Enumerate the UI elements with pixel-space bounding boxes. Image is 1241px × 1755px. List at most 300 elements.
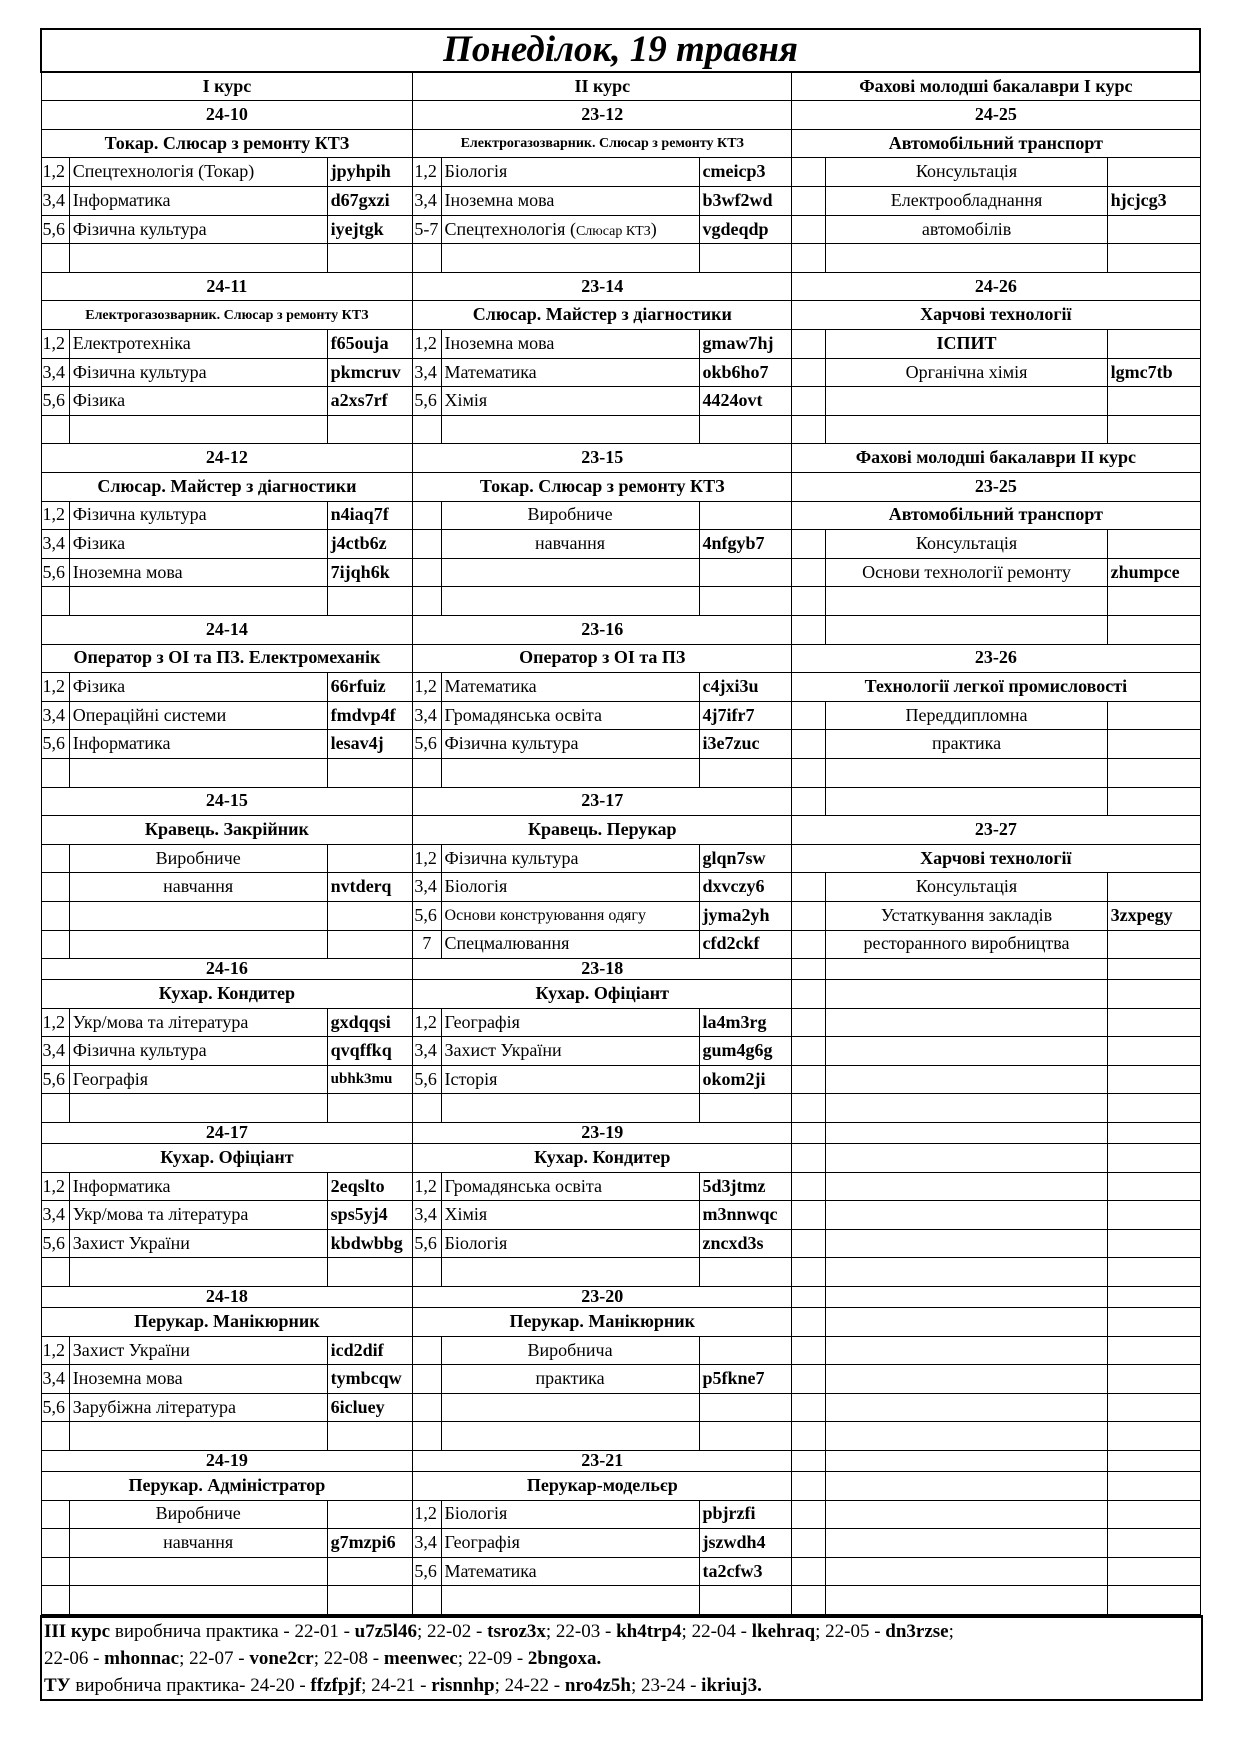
empty-cell: [792, 1287, 826, 1308]
meeting-code: cmeicp3: [699, 158, 792, 187]
empty-cell: [69, 901, 327, 930]
lesson-subject: навчання: [69, 1529, 327, 1558]
page-title: Понеділок, 19 травня: [41, 29, 1200, 72]
group-code: 23-20: [413, 1287, 792, 1308]
empty-cell: [792, 1258, 826, 1287]
empty-cell: [826, 1308, 1107, 1337]
lesson-subject: Біологія: [441, 1229, 699, 1258]
table-row: [41, 215, 1200, 244]
table-row: [41, 1336, 1200, 1365]
meeting-code: gmaw7hj: [699, 330, 792, 359]
empty-cell: [792, 415, 826, 444]
lesson-number: 3,4: [41, 1201, 69, 1230]
empty-cell: [792, 187, 826, 216]
table-row: [41, 873, 1200, 902]
group-specialty: Перукар. Манікюрник: [413, 1308, 792, 1337]
empty-cell: [1107, 1123, 1200, 1144]
table-row: [41, 1287, 1200, 1308]
group-specialty: Кухар. Офіціант: [41, 1144, 413, 1173]
lesson-subject: Устаткування закладів: [826, 901, 1107, 930]
table-row: [41, 187, 1200, 216]
empty-cell: [413, 1393, 441, 1422]
lesson-number: 5,6: [41, 387, 69, 416]
meeting-code: [1107, 158, 1200, 187]
empty-cell: [1107, 1500, 1200, 1529]
meeting-code: [1107, 730, 1200, 759]
empty-cell: [792, 1472, 826, 1501]
empty-cell: [69, 1422, 327, 1451]
meeting-code: [1107, 930, 1200, 959]
empty-cell: [792, 1500, 826, 1529]
empty-cell: [69, 1586, 327, 1615]
meeting-code: c4jxi3u: [699, 673, 792, 702]
meeting-code: 5d3jtmz: [699, 1172, 792, 1201]
group-specialty: Перукар. Адміністратор: [41, 1472, 413, 1501]
table-row: [41, 980, 1200, 1009]
lesson-number: 5,6: [41, 1065, 69, 1094]
lesson-subject: Фізична культура: [69, 215, 327, 244]
empty-cell: [792, 980, 826, 1009]
table-row: [41, 330, 1200, 359]
empty-cell: [41, 1094, 69, 1123]
lesson-subject: Виробниче: [441, 501, 699, 530]
empty-cell: [1107, 1037, 1200, 1066]
lesson-number: 5,6: [41, 558, 69, 587]
empty-cell: [792, 615, 826, 644]
group-specialty: Кравець. Закрійник: [41, 816, 413, 845]
empty-cell: [792, 558, 826, 587]
footer-code: dn3rzse: [885, 1620, 949, 1642]
empty-cell: [41, 758, 69, 787]
empty-cell: [792, 1037, 826, 1066]
table-row: [41, 787, 1200, 816]
group-code: 24-17: [41, 1123, 413, 1144]
footer-text: виробнича практика - 22-01 -: [110, 1620, 355, 1642]
meeting-code: d67gxzi: [327, 187, 413, 216]
group-specialty: Електрогазозварник. Слюсар з ремонту КТЗ: [41, 301, 413, 330]
empty-cell: [69, 930, 327, 959]
footer-notes: [40, 1615, 1203, 1701]
empty-cell: [327, 1586, 413, 1615]
lesson-subject: Спецтехнологія (Токар): [69, 158, 327, 187]
empty-cell: [826, 1229, 1107, 1258]
empty-cell: [413, 501, 441, 530]
group-specialty: Кухар. Кондитер: [413, 1144, 792, 1173]
lesson-subject: Фізика: [69, 530, 327, 559]
empty-cell: [1107, 1365, 1200, 1394]
lesson-subject: Операційні системи: [69, 701, 327, 730]
lesson-subject: Громадянська освіта: [441, 701, 699, 730]
lesson-number: 3,4: [413, 701, 441, 730]
empty-cell: [413, 1336, 441, 1365]
lesson-subject: Історія: [441, 1065, 699, 1094]
empty-cell: [826, 1336, 1107, 1365]
group-code: 23-27: [792, 816, 1200, 845]
empty-cell: [826, 387, 1107, 416]
lesson-number: 3,4: [41, 1365, 69, 1394]
empty-cell: [1107, 1201, 1200, 1230]
lesson-subject: Консультація: [826, 158, 1107, 187]
meeting-code: kbdwbbg: [327, 1229, 413, 1258]
table-row: [41, 101, 1200, 130]
lesson-number: 1,2: [41, 1336, 69, 1365]
empty-cell: [1107, 1422, 1200, 1451]
lesson-number: 1,2: [413, 673, 441, 702]
empty-cell: [826, 1365, 1107, 1394]
table-row: [41, 1258, 1200, 1287]
group-code: 24-26: [792, 272, 1200, 301]
group-code: 24-16: [41, 959, 413, 980]
lesson-number: 1,2: [413, 330, 441, 359]
subject-note: Слюсар КТЗ: [575, 223, 651, 239]
meeting-code: dxvczy6: [699, 873, 792, 902]
table-row: [41, 901, 1200, 930]
table-row: [41, 129, 1200, 158]
empty-cell: [792, 1557, 826, 1586]
subject-text: Спецтехнологія (: [444, 218, 576, 239]
empty-cell: [1107, 1229, 1200, 1258]
empty-cell: [699, 1422, 792, 1451]
empty-cell: [41, 244, 69, 273]
lesson-subject: Фізика: [69, 673, 327, 702]
empty-cell: [826, 1094, 1107, 1123]
empty-cell: [1107, 1144, 1200, 1173]
empty-cell: [826, 1472, 1107, 1501]
empty-cell: [699, 1393, 792, 1422]
lesson-subject: Основи конструювання одягу: [441, 901, 699, 930]
empty-cell: [792, 1065, 826, 1094]
table-row: [41, 930, 1200, 959]
meeting-code: jszwdh4: [699, 1529, 792, 1558]
footer-code: ІІІ курс: [44, 1620, 111, 1642]
group-specialty: Автомобільний транспорт: [792, 129, 1200, 158]
table-row: [41, 1451, 1200, 1472]
empty-cell: [826, 1557, 1107, 1586]
empty-cell: [69, 587, 327, 616]
group-code: 23-25: [792, 473, 1200, 502]
empty-cell: [826, 415, 1107, 444]
empty-cell: [826, 980, 1107, 1009]
empty-cell: [441, 244, 699, 273]
meeting-code: cfd2ckf: [699, 930, 792, 959]
footer-code: vone2cr: [249, 1647, 314, 1669]
lesson-subject: Біологія: [441, 158, 699, 187]
empty-cell: [792, 787, 826, 816]
table-row: [41, 1472, 1200, 1501]
lesson-number: 1,2: [41, 158, 69, 187]
lesson-subject: ІСПИТ: [826, 330, 1107, 359]
lesson-subject: ресторанного виробництва: [826, 930, 1107, 959]
empty-cell: [413, 1258, 441, 1287]
group-code: 24-19: [41, 1451, 413, 1472]
empty-cell: [1107, 1529, 1200, 1558]
empty-cell: [826, 1422, 1107, 1451]
meeting-code: [1107, 701, 1200, 730]
empty-cell: [41, 873, 69, 902]
meeting-code: [1107, 873, 1200, 902]
group-code: 23-12: [413, 101, 792, 130]
column-header-year1: І курс: [41, 72, 413, 101]
group-code: 23-16: [413, 615, 792, 644]
empty-cell: [327, 1094, 413, 1123]
table-row: [41, 387, 1200, 416]
empty-cell: [792, 387, 826, 416]
empty-cell: [441, 587, 699, 616]
empty-cell: [327, 901, 413, 930]
empty-cell: [792, 758, 826, 787]
lesson-subject: Виробниче: [69, 844, 327, 873]
footer-text: ; 22-03 -: [545, 1620, 617, 1642]
meeting-code: ta2cfw3: [699, 1557, 792, 1586]
footer-code: meenwec: [383, 1647, 458, 1669]
empty-cell: [327, 415, 413, 444]
meeting-code: glqn7sw: [699, 844, 792, 873]
table-row: [41, 358, 1200, 387]
empty-cell: [41, 930, 69, 959]
group-code: 24-25: [792, 101, 1200, 130]
lesson-subject: Хімія: [441, 387, 699, 416]
footer-text: ; 24-22 -: [494, 1674, 565, 1696]
empty-cell: [69, 244, 327, 273]
empty-cell: [327, 1422, 413, 1451]
lesson-subject: Спецмалювання: [441, 930, 699, 959]
group-code: 24-10: [41, 101, 413, 130]
table-row: [41, 272, 1200, 301]
empty-cell: [792, 1422, 826, 1451]
table-row: [41, 1529, 1200, 1558]
empty-cell: [41, 415, 69, 444]
group-code: 24-15: [41, 787, 413, 816]
lesson-number: 1,2: [413, 1172, 441, 1201]
table-row: [41, 530, 1200, 559]
empty-cell: [413, 587, 441, 616]
lesson-number: 5,6: [41, 1229, 69, 1258]
meeting-code: [1107, 330, 1200, 359]
group-specialty: Перукар-модельєр: [413, 1472, 792, 1501]
meeting-code: fmdvp4f: [327, 701, 413, 730]
empty-cell: [792, 1172, 826, 1201]
empty-cell: [413, 1365, 441, 1394]
lesson-subject: Іноземна мова: [69, 1365, 327, 1394]
table-row: [41, 1365, 1200, 1394]
empty-cell: [699, 1586, 792, 1615]
footer-text: ; 22-07 -: [179, 1647, 250, 1669]
meeting-code: n4iaq7f: [327, 501, 413, 530]
lesson-number: 3,4: [41, 530, 69, 559]
table-row: [41, 1123, 1200, 1144]
empty-cell: [1107, 415, 1200, 444]
lesson-number: 5,6: [41, 215, 69, 244]
meeting-code: m3nnwqc: [699, 1201, 792, 1230]
table-row: [41, 1229, 1200, 1258]
group-specialty: Слюсар. Майстер з діагностики: [41, 473, 413, 502]
empty-cell: [792, 1451, 826, 1472]
footer-code: mhonnac: [104, 1647, 180, 1669]
lesson-number: 3,4: [41, 187, 69, 216]
footer-text: ; 22-05 -: [815, 1620, 886, 1642]
empty-cell: [1107, 1065, 1200, 1094]
lesson-number: 1,2: [41, 330, 69, 359]
footer-text: ; 23-24 -: [630, 1674, 702, 1696]
empty-cell: [327, 1258, 413, 1287]
meeting-code: jyma2yh: [699, 901, 792, 930]
empty-cell: [413, 1422, 441, 1451]
lesson-subject: Математика: [441, 673, 699, 702]
footer-code: risnnhp: [431, 1674, 495, 1696]
lesson-subject: Захист України: [69, 1336, 327, 1365]
lesson-subject: Фізична культура: [69, 501, 327, 530]
meeting-code: iyejtgk: [327, 215, 413, 244]
group-code: 23-19: [413, 1123, 792, 1144]
empty-cell: [792, 587, 826, 616]
group-specialty: Технології легкої промисловості: [792, 673, 1200, 702]
footer-text: ; 22-04 -: [681, 1620, 752, 1642]
empty-cell: [792, 1144, 826, 1173]
meeting-code: sps5yj4: [327, 1201, 413, 1230]
empty-cell: [327, 930, 413, 959]
group-code: 23-17: [413, 787, 792, 816]
lesson-number: 5,6: [413, 1065, 441, 1094]
lesson-number: 5,6: [413, 1557, 441, 1586]
lesson-subject: Фізична культура: [441, 844, 699, 873]
table-row: [41, 244, 1200, 273]
lesson-subject: Біологія: [441, 873, 699, 902]
table-row: [41, 1393, 1200, 1422]
empty-cell: [792, 1336, 826, 1365]
lesson-subject: автомобілів: [826, 215, 1107, 244]
lesson-subject: навчання: [441, 530, 699, 559]
table-row: [41, 758, 1200, 787]
table-row: [41, 1422, 1200, 1451]
empty-cell: [41, 1586, 69, 1615]
empty-cell: [826, 1123, 1107, 1144]
table-row: [41, 415, 1200, 444]
group-code: 24-18: [41, 1287, 413, 1308]
meeting-code: nvtderq: [327, 873, 413, 902]
group-code: 23-14: [413, 272, 792, 301]
lesson-subject: Виробнича: [441, 1336, 699, 1365]
footer-code: nro4z5h: [564, 1674, 631, 1696]
meeting-code: okb6ho7: [699, 358, 792, 387]
meeting-code: 66rfuiz: [327, 673, 413, 702]
meeting-code: lgmc7tb: [1107, 358, 1200, 387]
empty-cell: [792, 1393, 826, 1422]
empty-cell: [41, 901, 69, 930]
lesson-subject: Інформатика: [69, 187, 327, 216]
lesson-subject: Виробниче: [69, 1500, 327, 1529]
lesson-subject: Зарубіжна література: [69, 1393, 327, 1422]
meeting-code: 7ijqh6k: [327, 558, 413, 587]
group-specialty: Кравець. Перукар: [413, 816, 792, 845]
empty-cell: [441, 1586, 699, 1615]
empty-cell: [792, 930, 826, 959]
empty-cell: [69, 1258, 327, 1287]
lesson-subject: Іноземна мова: [441, 187, 699, 216]
lesson-subject: Математика: [441, 358, 699, 387]
meeting-code: hjcjcg3: [1107, 187, 1200, 216]
lesson-number: 3,4: [413, 1529, 441, 1558]
empty-cell: [441, 1258, 699, 1287]
table-row: [41, 1037, 1200, 1066]
empty-cell: [792, 1365, 826, 1394]
empty-cell: [826, 959, 1107, 980]
group-specialty: Токар. Слюсар з ремонту КТЗ: [413, 473, 792, 502]
empty-cell: [1107, 615, 1200, 644]
lesson-number: 1,2: [413, 844, 441, 873]
empty-cell: [413, 1586, 441, 1615]
empty-cell: [826, 1258, 1107, 1287]
lesson-subject: Консультація: [826, 873, 1107, 902]
table-row: [41, 1500, 1200, 1529]
empty-cell: [441, 758, 699, 787]
meeting-code: 3zxpegy: [1107, 901, 1200, 930]
empty-cell: [792, 244, 826, 273]
lesson-subject: Іноземна мова: [441, 330, 699, 359]
empty-cell: [826, 1008, 1107, 1037]
footer-text: ; 22-08 -: [313, 1647, 384, 1669]
footer-text: виробнича практика- 24-20 -: [70, 1674, 311, 1696]
empty-cell: [699, 558, 792, 587]
empty-cell: [792, 1094, 826, 1123]
table-row: [41, 1201, 1200, 1230]
meeting-code: tymbcqw: [327, 1365, 413, 1394]
table-row: [41, 844, 1200, 873]
lesson-subject: Захист України: [441, 1037, 699, 1066]
group-code: 23-26: [792, 644, 1200, 673]
lesson-number: 7: [413, 930, 441, 959]
group-specialty: Автомобільний транспорт: [792, 501, 1200, 530]
footer-line: [44, 1645, 1201, 1672]
lesson-number: 5,6: [413, 901, 441, 930]
footer-code: ffzfpjf: [310, 1674, 362, 1696]
empty-cell: [1107, 980, 1200, 1009]
table-row: [41, 444, 1200, 473]
footer-code: ТУ: [44, 1674, 71, 1696]
empty-cell: [69, 758, 327, 787]
meeting-code: 4j7ifr7: [699, 701, 792, 730]
empty-cell: [1107, 1557, 1200, 1586]
empty-cell: [69, 1557, 327, 1586]
meeting-code: zhumpce: [1107, 558, 1200, 587]
empty-cell: [792, 1008, 826, 1037]
lesson-number: 1,2: [41, 501, 69, 530]
empty-cell: [441, 558, 699, 587]
footer-line: [44, 1672, 1201, 1699]
empty-cell: [792, 330, 826, 359]
lesson-number: 5-7: [413, 215, 441, 244]
empty-cell: [1107, 1393, 1200, 1422]
lesson-number: 1,2: [41, 673, 69, 702]
empty-cell: [699, 758, 792, 787]
lesson-subject: Фізична культура: [69, 358, 327, 387]
table-row: [41, 1008, 1200, 1037]
empty-cell: [792, 873, 826, 902]
group-code: 24-14: [41, 615, 413, 644]
empty-cell: [327, 1557, 413, 1586]
lesson-number: 1,2: [413, 1500, 441, 1529]
empty-cell: [413, 758, 441, 787]
empty-cell: [826, 1037, 1107, 1066]
empty-cell: [826, 587, 1107, 616]
group-specialty: Слюсар. Майстер з діагностики: [413, 301, 792, 330]
empty-cell: [826, 1065, 1107, 1094]
lesson-subject: практика: [441, 1365, 699, 1394]
meeting-code: p5fkne7: [699, 1365, 792, 1394]
lesson-number: 1,2: [41, 1172, 69, 1201]
table-row: [41, 558, 1200, 587]
empty-cell: [441, 415, 699, 444]
meeting-code: lesav4j: [327, 730, 413, 759]
